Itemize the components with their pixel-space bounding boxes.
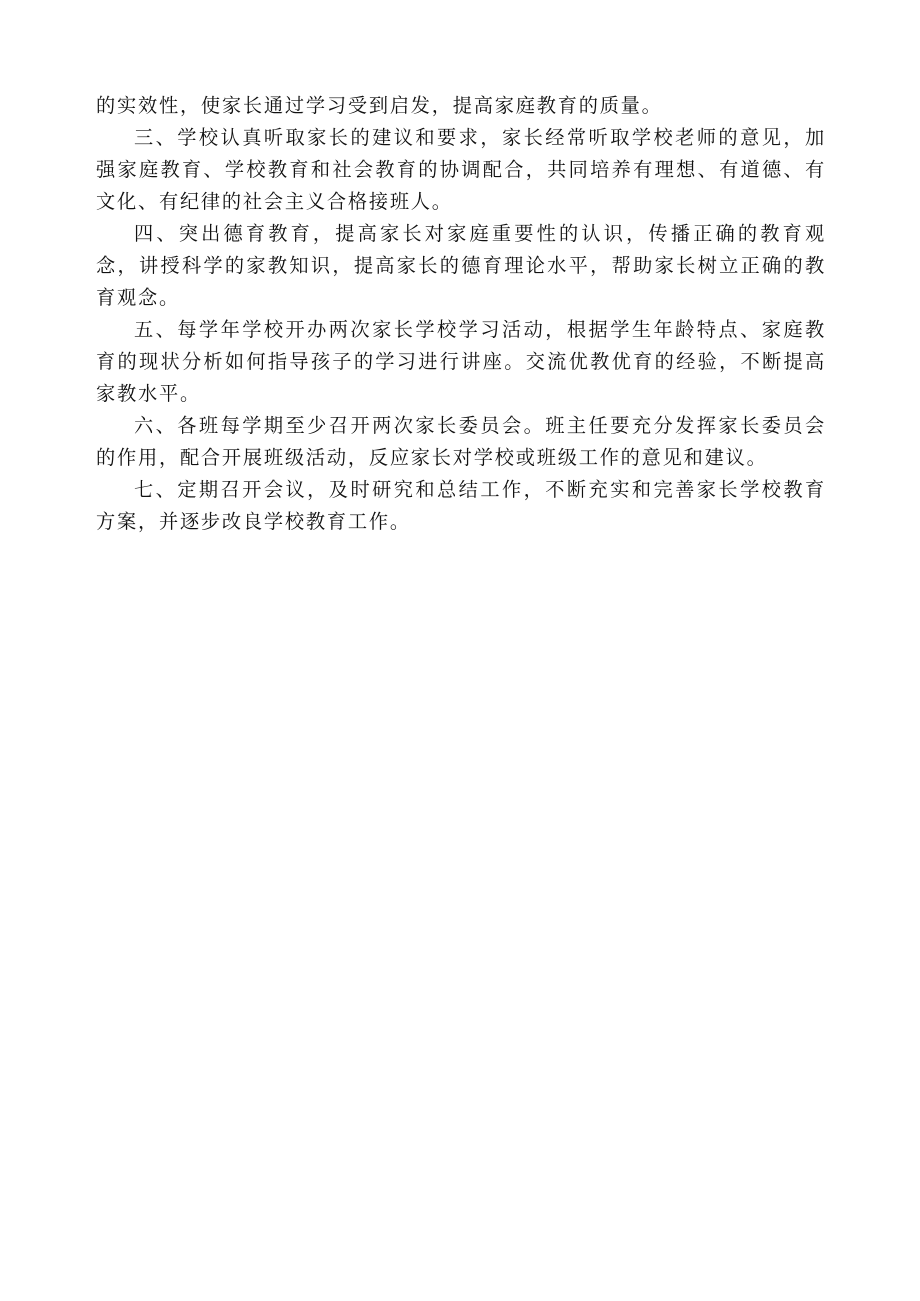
- paragraph-item-7: 七、定期召开会议，及时研究和总结工作，不断充实和完善家长学校教育方案，并逐步改良学校教育工作。: [96, 478, 826, 533]
- paragraph-continuation: 的实效性，使家长通过学习受到启发，提高家庭教育的质量。: [96, 94, 663, 117]
- paragraph-item-5: 五、每学年学校开办两次家长学校学习活动，根据学生年龄特点、家庭教育的现状分析如何指导孩子的学习进行讲座。交流优教优育的经验，不断提高家教水平。: [96, 318, 826, 405]
- paragraph-item-6: 六、各班每学期至少召开两次家长委员会。班主任要充分发挥家长委员会的作用，配合开展班级活动，反应家长对学校或班级工作的意见和建议。: [96, 414, 826, 469]
- paragraph-item-4: 四、突出德育教育，提高家长对家庭重要性的认识，传播正确的教育观念，讲授科学的家教知识，提高家长的德育理论水平，帮助家长树立正确的教育观念。: [96, 222, 826, 309]
- paragraph-item-3: 三、学校认真听取家长的建议和要求，家长经常听取学校老师的意见，加强家庭教育、学校教育和社会教育的协调配合，共同培养有理想、有道德、有文化、有纪律的社会主义合格接班人。: [96, 126, 826, 213]
- document-body: [96, 90, 826, 538]
